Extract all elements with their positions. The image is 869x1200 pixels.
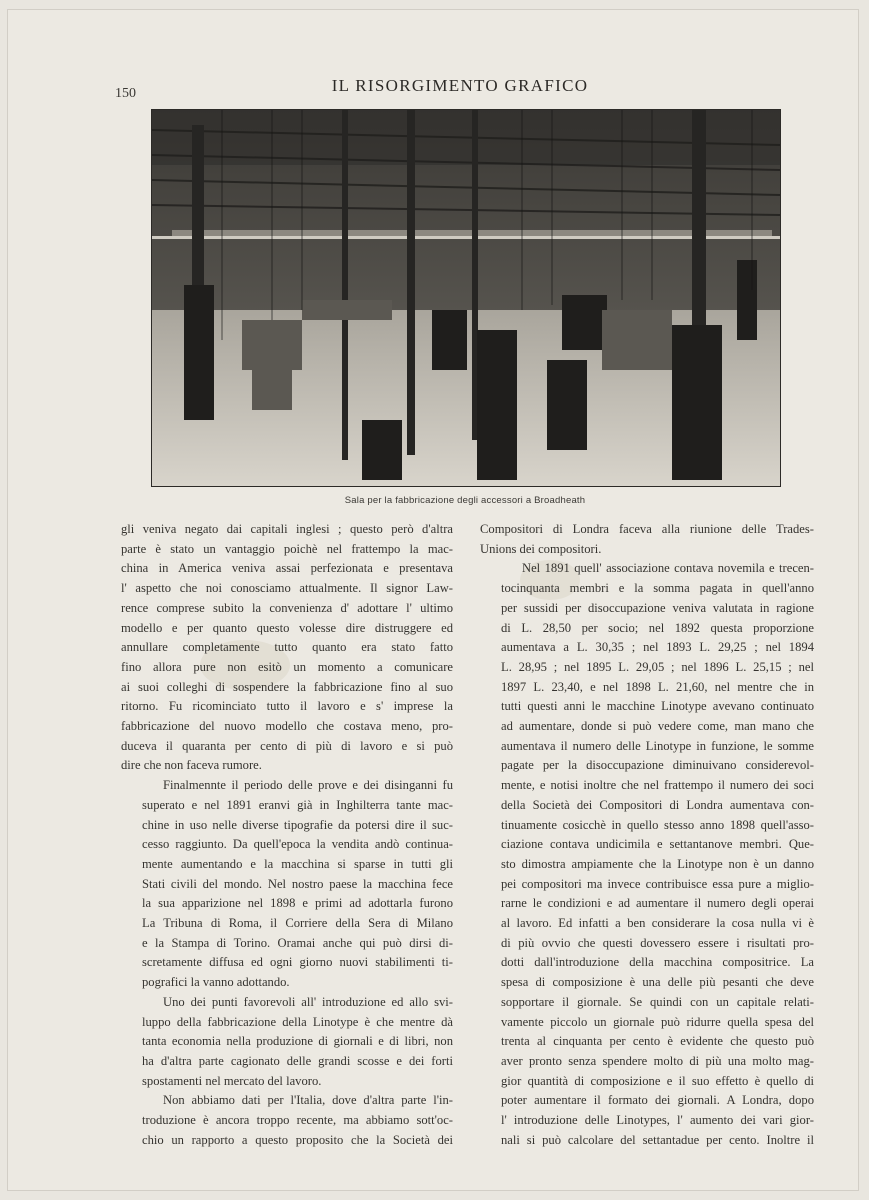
text-line: La Tribuna di Roma, il Corriere della Sera di Milano [142,916,453,931]
text-line: duceva il quaranta per cento di più di lavoro e si può [121,738,453,753]
text-line: cesso raggiunto. Da quell'epoca la vendita andò continua- [142,837,453,852]
text-line: dotti dall'introduzione della macchina compositrice. La [501,955,814,970]
text-line: di L. 28,50 per socio; nel 1892 questa proporzione [501,620,814,635]
text-line: Non abbiamo dati per l'Italia, dove d'altra parte l'in- [163,1093,453,1108]
text-line: ritorno. Fu ricominciato tutto il lavoro e s' imprese la [121,699,453,714]
text-line: L. 28,95 ; nel 1895 L. 29,05 ; nel 1896 L. 25,15 ; nel [501,659,814,674]
text-line: rence comprese subito la convenienza d' adottare l' ultimo [121,600,453,615]
paragraph [121,1091,453,1150]
text-line: spesa di composizione è una delle più pesanti che deve [501,975,814,990]
text-line: spostamenti nel mercato del lavoro. [142,1073,322,1088]
text-line: vamente piccolo un giornale può ridurre quella spesa del [501,1014,814,1029]
text-line: chio un rapporto a questo proposito che la Società dei [142,1132,453,1147]
text-line: al lavoro. Ed infatti a ben considerare la cosa nulla vi è [501,916,814,931]
text-line: Finalmennte il periodo delle prove e dei disinganni fu [163,778,453,793]
text-line: fabbricazione del nuovo modello che costava meno, pro- [121,719,453,734]
text-line: pei compositori ma invece contribuisce essa pure a miglio- [501,876,814,891]
text-line: Uno dei punti favorevoli all' introduzione ed allo svi- [163,994,453,1009]
text-line: tocinquanta membri e la somma pagata in quell'anno [501,581,814,596]
text-line: sopportare il giornale. Se quindi con un capitale relati- [501,994,814,1009]
text-line: nali si può calcolare del settantadue per cento. Inoltre il [501,1132,814,1147]
text-line: la sua apparizione nel 1898 e primi ad adottarla furono [142,896,453,911]
text-line: aver pronto senza spendere molto di più una molto mag- [501,1053,814,1068]
text-line: Nel 1891 quell' associazione contava novemila e trecen- [522,561,814,576]
text-line: luppo della fabbricazione della Linotype è che mentre dà [142,1014,453,1029]
factory-photograph [151,109,781,487]
text-line: mente, e notisi inoltre che nel frattempo il numero dei soci [501,778,814,793]
text-line: di più ovvio che questi dovessero essere i risultati pro- [501,935,814,950]
text-line: modello e per quanto questo volesse dire distruggere ed [121,620,453,635]
photo-caption: Sala per la fabbricazione degli accessori a Broadheath [344,495,586,506]
right-column [480,520,814,1151]
text-line: poter aumentare il formato dei giornali. A Londra, dopo [501,1093,814,1108]
text-line: annullare completamente tutto quanto era stato fatto [121,640,453,655]
paragraph [480,520,814,559]
text-line: Unions dei compositori. [480,541,602,556]
text-line: ciazione contava undicimila e settantanove membri. Que- [501,837,814,852]
text-line: Compositori di Londra faceva alla riunione delle Trades- [480,522,814,536]
text-line: tinuamente cosicchè in quello stesso anno 1898 quell'asso- [501,817,814,832]
text-line: chine in uso nelle diverse tipografie da potersi dire il suc- [142,817,453,832]
text-line: tanta economia nella produzione di giornali e di libri, non [142,1034,453,1049]
text-line: china in America veniva assai perfezionata e presentava [121,561,453,576]
text-line: 1897 L. 23,40, e nel 1898 L. 21,60, nel mentre che in [501,679,814,694]
text-line: ad aumentare, donde si può vedere come, man mano che [501,719,814,734]
text-line: scretamente diffusa ed ogni giorno nuovi stabilimenti ti- [142,955,453,970]
text-line: e la Stampa di Torino. Oramai anche qui può dirsi di- [142,935,453,950]
paragraph [121,776,453,993]
text-line: per sussidi per disoccupazione veniva valutata in ragione [501,600,814,615]
text-line: gli veniva negato dai capitali inglesi ; questo però d'altra [121,522,453,536]
text-line: trenta al cinquanta per cento è evidente che questo può [501,1034,814,1049]
paragraph [121,993,453,1092]
text-line: superato e nel 1891 eranvi già in Inghilterra tante mac- [142,797,453,812]
text-line: troduzione è ancora troppo recente, ma abbiamo sott'oc- [142,1113,453,1128]
text-line: fino allora pure non esitò un momento a comunicare [121,659,453,674]
text-line: l' introduzione delle Linotypes, l' aumento dei vari gior- [501,1113,814,1128]
text-line: gior quantità di composizione e il suo effetto è quello di [501,1073,814,1088]
paragraph [480,559,814,1150]
page-number: 150 [115,86,136,101]
text-line: l' aspetto che noi conosciamo attualmente. Il signor Law- [121,581,453,596]
text-line: mente aumentando e la macchina si sparse in tutti gli [142,856,453,871]
text-line: parte è stato un vantaggio poichè nel frattempo la mac- [121,541,453,556]
text-line: ai suoi colleghi di sospendere la fabbricazione fino al suo [121,679,453,694]
text-line: rarne le condizioni e ad aumentare il numero degli operai [501,896,814,911]
running-head: IL RISORGIMENTO GRAFICO [331,76,589,95]
text-line: pografici la vanno adottando. [142,975,290,990]
text-line: ha d'altra parte cagionato delle grandi scosse e dei forti [142,1053,453,1068]
text-line: aumentava il numero delle Linotype in funzione, le somme [501,738,814,753]
left-column [121,520,453,1151]
paragraph [121,520,453,776]
text-line: aumentava a L. 30,35 ; nel 1893 L. 29,25 ; nel 1894 [501,640,814,655]
text-line: Stati civili del mondo. Nel nostro paese la macchina fece [142,876,453,891]
text-line: sto dimostra ampiamente che la Linotype non è un danno [501,856,814,871]
text-line: tutti questi anni le macchine Linotype avevano continuato [501,699,814,714]
text-line: pagate per la disoccupazione diminuivano considerevol- [501,758,814,773]
factory-illustration [152,110,780,486]
text-line: dire che non faceva rumore. [121,758,262,773]
text-line: della Società dei Compositori di Londra aumentava con- [501,797,814,812]
